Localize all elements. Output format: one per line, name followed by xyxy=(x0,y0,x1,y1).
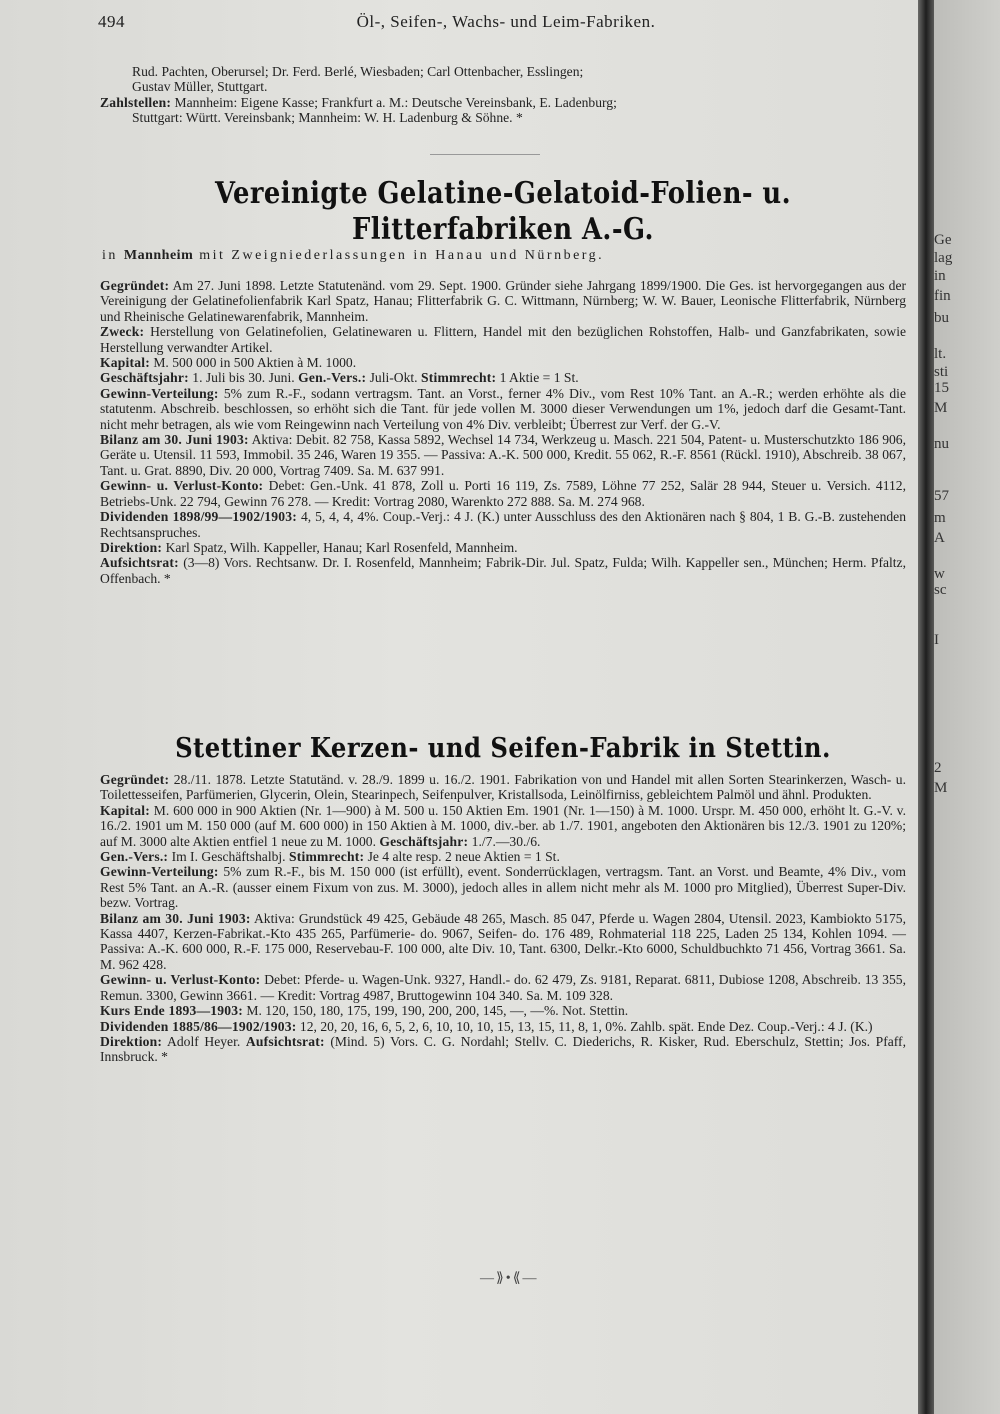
adjacent-fragment: M xyxy=(934,780,948,796)
prev-line-1: Rud. Pachten, Oberursel; Dr. Ferd. Berlé, Wiesbaden; Carl Ottenbacher, Esslingen; xyxy=(132,64,584,79)
location-prefix: in xyxy=(102,248,118,263)
end-ornament: —⟫•⟪— xyxy=(480,1271,539,1286)
company-title: Stettiner Kerzen- und Seifen-Fabrik in Stettin. xyxy=(175,733,831,764)
paragraph-text: 12, 20, 20, 16, 6, 5, 2, 6, 10, 10, 10, 15, 13, 15, 11, 8, 1, 0%. Zahlb. spät. Ende Dez. Coup.-Verj.: 4 J. (K.) xyxy=(299,1018,873,1034)
entry-paragraph xyxy=(100,849,906,864)
location-city: Mannheim xyxy=(123,248,194,263)
paragraph-label: Direktion: xyxy=(100,539,163,555)
paragraph-text: Am 27. Juni 1898. Letzte Statutenänd. vom 29. Sept. 1900. Gründer siehe Jahrgang 1899/1900. Die Ges. ist hervorgegangen aus der Vereinigung der Gelatinefolienfabrik Karl Spatz, Hanau; Flitterfabrik G. C. Wittmann, Nürnberg; W. W. Bauer, Leonische Flitterfabrik, Nürnberg und Rheinische Gelatinewarenfabrik, Mannheim. xyxy=(100,278,907,324)
document-page xyxy=(98,8,912,1286)
page-header xyxy=(100,8,912,38)
entry-paragraph xyxy=(100,864,906,910)
paragraph-text: 5% zum R.-F., sodann vertragsm. Tant. an Vorst., ferner 4% Div., vom Rest 10% Tant. an A.-R.; werden erhöhte als die statutenm. Abschreib. beschlossen, so erhöht sich die Tant. für jede vollen M. 3000 dieser Verwendungen um 1%, jedoch darf die Gesamt-Tant. nicht mehr betragen, als wie vom Reingewinn nach Verteilung von 4% Div. verbleibt; Überrest zur Verf. der G.-V. xyxy=(100,385,906,432)
paragraph-label: Dividenden 1885/86—1902/1903: xyxy=(100,1018,297,1034)
entry-paragraph xyxy=(100,278,906,324)
paragraph-label: Gen.-Vers.: xyxy=(298,370,367,386)
paragraph-label: Stimmrecht: xyxy=(421,370,497,386)
paragraph-text: M. 120, 150, 180, 175, 199, 190, 200, 200, 145, —, —%. Not. Stettin. xyxy=(246,1003,629,1019)
entry-paragraph xyxy=(100,1003,906,1018)
paragraph-text: 1. Juli bis 30. Juni. xyxy=(192,370,295,386)
paragraph-text: Im I. Geschäftshalbj. xyxy=(171,849,286,865)
paragraph-text: M. 600 000 in 900 Aktien (Nr. 1—900) à M. 500 u. 150 Aktien Em. 1901 (Nr. 1—150) à M. 1000. Urspr. M. 450 000, erhöht lt. G.-V. v. 16./2. 1901 um M. 150 000 (auf M. 600 000) in 150 Aktien à M. 1000, div.-ber. ab 1./7. 1901, angeboten den Aktionären bis 12./3. 1901 zu 120%; auf M. 3000 alte Aktien entfiel 1 neue zu M. 1000. xyxy=(100,802,906,849)
paragraph-text: Aktiva: Grundstück 49 425, Gebäude 48 265, Masch. 85 047, Pferde u. Wagen 2804, Utensil. 2023, Kambiokto 5175, Kassa 4407, Kerzen-Fabrikat.-Kto 435 265, Parfümerie- do. 9067, Seifen- do. 176 489, Rohmaterial 118 225, Laden 25 134, Kohlen 1094. — Passiva: A.-K. 600 000, R.-F. 175 000, Reservebau-F. 100 000, alte Div. 10, Tant. 6300, Delkr.-Kto 6000, Schuldbuchkto 71 456, Vortrag 3661. Sa. M. 962 428. xyxy=(100,910,906,972)
paragraph-label: Gen.-Vers.: xyxy=(100,849,169,865)
entry-paragraph xyxy=(100,432,906,478)
paragraph-label: Bilanz am 30. Juni 1903: xyxy=(100,910,251,926)
entry-paragraph xyxy=(100,1034,906,1065)
paragraph-text: Herstellung von Gelatinefolien, Gelatinewaren u. Flittern, Handel mit den bezüglichen Rohstoffen, Halb- und Ganzfabrikaten, sowie Herstellung verwandter Artikel. xyxy=(100,324,907,355)
paragraph-label: Kapital: xyxy=(100,355,150,371)
running-title: Öl-, Seifen-, Wachs- und Leim-Fabriken. xyxy=(356,12,656,31)
entry-paragraphs xyxy=(100,772,906,1065)
entry-paragraph xyxy=(100,370,906,385)
entry-paragraph xyxy=(100,478,906,509)
company-entry-stettin xyxy=(100,732,906,1065)
paragraph-text: Juli-Okt. xyxy=(369,370,418,386)
entry-paragraph xyxy=(100,555,906,586)
paragraph-label: Gewinn-Verteilung: xyxy=(100,864,219,880)
adjacent-fragment: Ge xyxy=(934,232,952,248)
zahlstellen-text-1: Mannheim: Eigene Kasse; Frankfurt a. M.: Deutsche Vereinsbank, E. Ladenburg; xyxy=(174,94,617,110)
adjacent-fragment: w xyxy=(934,566,945,582)
entry-paragraph xyxy=(100,772,906,803)
entry-paragraph xyxy=(100,972,906,1003)
paragraph-text: Debet: Pferde- u. Wagen-Unk. 9327, Handl.- do. 62 479, Zs. 9181, Reparat. 6811, Dubiose 1208, Abschreib. 13 355, Remun. 3300, Gewinn 3661. — Kredit: Vortrag 4987, Bruttogewinn 104 340. Sa. M. 109 328. xyxy=(100,972,906,1003)
adjacent-fragment: 57 xyxy=(934,488,949,504)
paragraph-text: M. 500 000 in 500 Aktien à M. 1000. xyxy=(153,355,357,371)
paragraph-label: Gewinn- u. Verlust-Konto: xyxy=(100,972,261,988)
paragraph-label: Gegründet: xyxy=(100,278,170,293)
paragraph-label: Kapital: xyxy=(100,802,150,818)
paragraph-label: Geschäftsjahr: xyxy=(100,370,189,386)
adjacent-fragment: bu xyxy=(934,310,949,326)
paragraph-label: Aufsichtsrat: xyxy=(100,555,179,571)
adjacent-page-edge xyxy=(934,0,1000,1414)
paragraph-label: Stimmrecht: xyxy=(288,849,365,865)
paragraph-label: Gegründet: xyxy=(100,772,170,787)
company-title: Vereinigte Gelatine-Gelatoid-Folien- u. Flitterfabriken A.-G. xyxy=(214,176,792,247)
paragraph-label: Dividenden 1898/99—1902/1903: xyxy=(100,509,298,525)
paragraph-label: Kurs Ende 1893—1903: xyxy=(100,1003,243,1019)
zahlstellen-line-2: Stuttgart: Württ. Vereinsbank; Mannheim: W. H. Ladenburg & Söhne. * xyxy=(132,110,523,126)
paragraph-text: Debet: Gen.-Unk. 41 878, Zoll u. Porti 16 119, Zs. 7589, Löhne 77 252, Salär 28 944, Steuer u. Versich. 4112, Betriebs-Unk. 22 794, Gewinn 76 278. — Kredit: Vortrag 2080, Warenkto 272 888. Sa. M. 274 968. xyxy=(100,478,906,509)
adjacent-fragment: M xyxy=(934,400,948,416)
paragraph-text: Aktiva: Debit. 82 758, Kassa 5892, Wechsel 14 734, Werkzeug u. Masch. 221 504, Patent- u. Musterschutzkto 186 906, Geräte u. Utensil. 11 593, Immobil. 35 246, Waren 19 355. — Passiva: A.-K. 500 000, Kredit. 55 062, R.-F. 8561 (Rückl. 1910), Abschreib. 38 067, Tant. u. Grat. 8890, Div. 20 000, Vortrag 7409. Sa. M. 637 991. xyxy=(100,432,907,478)
paragraph-text: 5% zum R.-F., bis M. 150 000 (ist erfüllt), event. Sonderrücklagen, vertragsm. Tant. an Vorst. und Beamte, 4% Div., vom Rest 5% Tant. an A.-R. (ausser einem Fixum von zus. M. 3000), jedoch alles in allem nicht mehr als M. 1000 pro Mitglied), Überrest Super-Div. bezw. Vortrag. xyxy=(100,864,906,911)
zahlstellen-label: Zahlstellen: xyxy=(100,94,172,110)
adjacent-fragment: sti xyxy=(934,364,949,380)
adjacent-fragment: sc xyxy=(934,582,947,598)
paragraph-label: Direktion: xyxy=(100,1033,163,1049)
adjacent-fragment: m xyxy=(934,510,946,526)
entry-divider xyxy=(430,154,540,155)
paragraph-text: 28./11. 1878. Letzte Statutänd. v. 28./9. 1899 u. 16./2. 1901. Fabrikation von und Handel mit allen Sorten Stearinkerzen, Wasch- u. Toilettesseifen, Parfümerien, Glycerin, Olein, Stearinpech, Seifenpulver, Kristallsoda, Leinölfirniss, gebleichtem Palmöl und ähnl. Produkten. xyxy=(100,772,906,803)
paragraph-label: Geschäftsjahr: xyxy=(379,833,469,849)
paragraph-text: (Mind. 5) Vors. C. G. Nordahl; Stellv. C. Diederichs, R. Kisker, Rud. Eberschulz, Stettin; Jos. Pfaff, Innsbruck. * xyxy=(100,1033,906,1065)
adjacent-fragment: 15 xyxy=(934,380,949,396)
entry-paragraph xyxy=(100,803,906,849)
entry-paragraph xyxy=(100,509,906,540)
paragraph-label: Gewinn- u. Verlust-Konto: xyxy=(100,478,264,494)
entry-paragraphs xyxy=(100,278,906,586)
paragraph-text: Adolf Heyer. xyxy=(167,1033,241,1049)
paragraph-label: Aufsichtsrat: xyxy=(245,1033,325,1049)
entry-paragraph xyxy=(100,355,906,370)
entry-paragraph xyxy=(100,540,906,555)
paragraph-text: Karl Spatz, Wilh. Kappeller, Hanau; Karl Rosenfeld, Mannheim. xyxy=(165,539,518,555)
page-number: 494 xyxy=(98,12,125,31)
book-gutter xyxy=(918,0,934,1414)
paragraph-text: 4, 5, 4, 4, 4%. Coup.-Verj.: 4 J. (K.) unter Ausschluss des den Aktionären nach § 804, 1 B. G.-B. zustehenden Rechtsanspruches. xyxy=(100,509,906,540)
paragraph-text: (3—8) Vors. Rechtsanw. Dr. I. Rosenfeld, Mannheim; Fabrik-Dir. Jul. Spatz, Fulda; Wilh. Kappeller sen., München; Herm. Pfaltz, Offenbach. * xyxy=(100,555,906,586)
adjacent-fragment: lt. xyxy=(934,346,947,362)
adjacent-fragment: fin xyxy=(934,288,951,304)
entry-paragraph xyxy=(100,324,906,355)
paragraph-text: Je 4 alte resp. 2 neue Aktien = 1 St. xyxy=(367,849,560,865)
entry-paragraph xyxy=(100,386,906,432)
adjacent-fragment: nu xyxy=(934,436,949,452)
paragraph-label: Bilanz am 30. Juni 1903: xyxy=(100,432,249,448)
zahlstellen xyxy=(100,95,900,110)
company-entry-gelatine xyxy=(100,176,906,586)
paragraph-label: Gewinn-Verteilung: xyxy=(100,385,219,401)
adjacent-fragment: A xyxy=(934,530,945,546)
adjacent-fragment: I xyxy=(934,632,939,648)
entry-paragraph xyxy=(100,1019,906,1034)
company-location xyxy=(100,248,906,264)
previous-entry-tail xyxy=(100,64,900,126)
prev-line-2: Gustav Müller, Stuttgart. xyxy=(132,79,268,95)
location-suffix: mit Zweigniederlassungen in Hanau und Nürnberg. xyxy=(199,248,605,263)
entry-paragraph xyxy=(100,911,906,973)
paragraph-text: 1 Aktie = 1 St. xyxy=(499,370,579,386)
adjacent-fragment: 2 xyxy=(934,760,942,776)
paragraph-label: Zweck: xyxy=(100,324,145,340)
paragraph-text: 1./7.—30./6. xyxy=(471,833,541,849)
adjacent-fragment: lag xyxy=(934,250,953,266)
adjacent-fragment: in xyxy=(934,268,946,284)
